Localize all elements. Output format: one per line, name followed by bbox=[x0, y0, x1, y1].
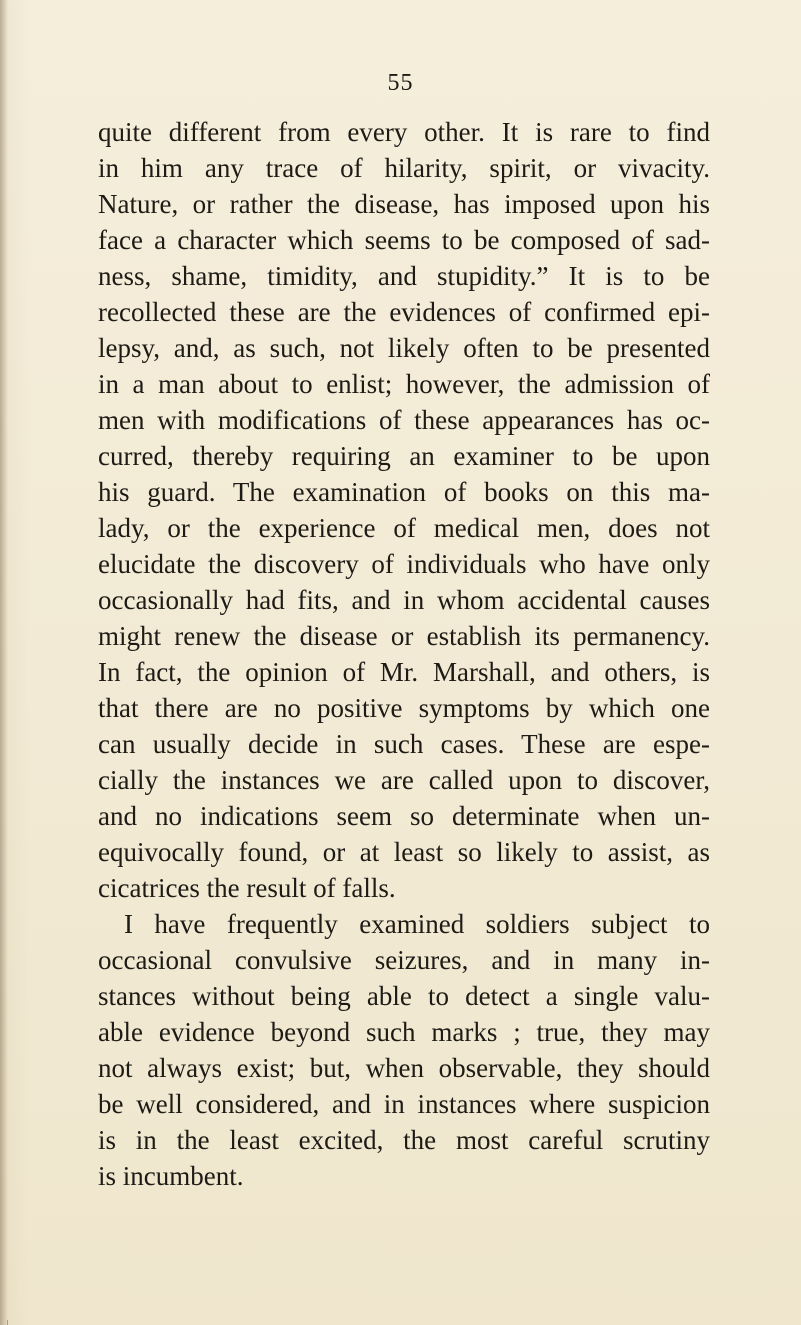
text-line: is incumbent. bbox=[98, 1161, 244, 1191]
text-line: be well considered, and in instances where suspicion bbox=[98, 1089, 710, 1119]
text-line: in him any trace of hilarity, spirit, or vivacity. bbox=[98, 153, 710, 183]
page-number: 55 bbox=[387, 70, 414, 96]
text-line: lepsy, and, as such, not likely often to be presented bbox=[98, 333, 710, 363]
text-line: elucidate the discovery of individuals who have only bbox=[98, 549, 710, 579]
text-line: men with modifications of these appearances has oc- bbox=[98, 405, 710, 435]
text-line: and no indications seem so determinate when un- bbox=[98, 801, 710, 831]
text-line: lady, or the experience of medical men, does not bbox=[98, 513, 710, 543]
text-line: occasionally had fits, and in whom accidental causes bbox=[98, 585, 710, 615]
text-line: is in the least excited, the most careful scrutiny bbox=[98, 1125, 710, 1155]
text-line: can usually decide in such cases. These are espe- bbox=[98, 729, 710, 759]
binding-shadow bbox=[0, 0, 8, 1325]
text-line: Nature, or rather the disease, has imposed upon his bbox=[98, 189, 710, 219]
text-line: curred, thereby requiring an examiner to be upon bbox=[98, 441, 710, 471]
text-line: stances without being able to detect a single valu- bbox=[98, 981, 710, 1011]
text-line: might renew the disease or establish its permanency. bbox=[98, 621, 710, 651]
page-edge-mark bbox=[7, 1320, 8, 1325]
text-line: In fact, the opinion of Mr. Marshall, and others, is bbox=[98, 657, 710, 687]
text-line: cially the instances we are called upon to discover, bbox=[98, 765, 710, 795]
text-line: cicatrices the result of falls. bbox=[98, 873, 396, 903]
text-line: face a character which seems to be composed of sad- bbox=[98, 225, 710, 255]
body-text bbox=[98, 114, 710, 1194]
text-line: that there are no positive symptoms by which one bbox=[98, 693, 710, 723]
text-line: ness, shame, timidity, and stupidity.” It is to be bbox=[98, 261, 710, 291]
text-line: not always exist; but, when observable, they should bbox=[98, 1053, 710, 1083]
text-line: I have frequently examined soldiers subject to bbox=[124, 909, 710, 939]
text-line: equivocally found, or at least so likely to assist, as bbox=[98, 837, 710, 867]
text-line: in a man about to enlist; however, the admission of bbox=[98, 369, 710, 399]
text-line: able evidence beyond such marks ; true, they may bbox=[98, 1017, 710, 1047]
text-line: occasional convulsive seizures, and in many in- bbox=[98, 945, 710, 975]
text-line: his guard. The examination of books on this ma- bbox=[98, 477, 710, 507]
text-line: recollected these are the evidences of confirmed epi- bbox=[98, 297, 710, 327]
text-line: quite different from every other. It is rare to find bbox=[98, 117, 710, 147]
